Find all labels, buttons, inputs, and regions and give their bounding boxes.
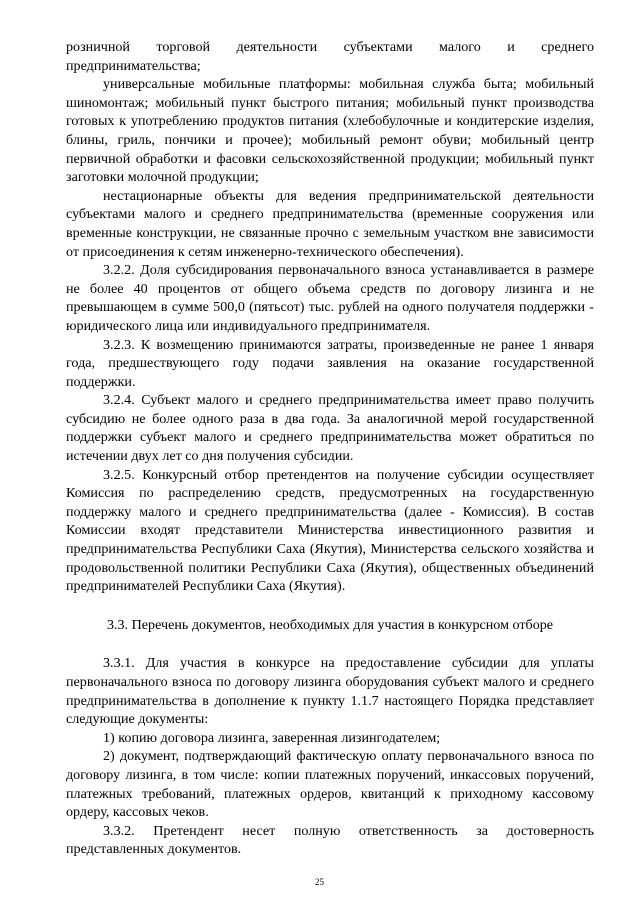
paragraph: розничной торговой деятельности субъектами малого и среднего предпринимательства; [66,39,594,74]
section-heading: 3.3. Перечень документов, необходимых для участия в конкурсном отборе [106,616,554,633]
paragraph-3-3-1: 3.3.1. Для участия в конкурсе на предоставление субсидии для уплаты первоначального взноса по договору лизинга оборудования субъект малого и среднего предпринимательства в дополнение к пункту 1.1.7 настоящего Порядка представляет следующие документы: [66,655,594,728]
paragraphs-after [66,654,594,859]
paragraph: универсальные мобильные платформы: мобильная служба быта; мобильный шиномонтаж; мобильный пункт быстрого питания; мобильный пункт производства готовых к употреблению продуктов питания (хлебобулочные и кондитерские изделия, блины, гриль, пончики и прочее); мобильный ремонт обуви; мобильный центр первичной обработки и фасовки сельскохозяйственной продукции; мобильный пункт заготовки молочной продукции; [66,76,594,186]
paragraph-3-2-4: 3.2.4. Субъект малого и среднего предпринимательства имеет право получить субсидию не более одного раза в два года. За аналогичной мерой государственной поддержки субъект малого и среднего предпринимательства может обратиться по истечении двух лет со дня получения субсидии. [66,392,594,465]
document-page [66,38,594,859]
page-number: 25 [315,877,324,887]
list-item: 1) копию договора лизинга, заверенная лизингодателем; [103,729,441,746]
paragraph-3-2-2: 3.2.2. Доля субсидирования первоначального взноса устанавливается в размере не более 40 процентов от общего объема средств по договору лизинга и не превышающем в сумме 500,0 (пятьсот) тыс. рублей на одного получателя поддержки - юридического лица или индивидуального предпринимателя. [66,262,594,334]
paragraph: нестационарные объекты для ведения предпринимательской деятельности субъектами малого и среднего предпринимательства (временные сооружения или временные конструкции, не связанные прочно с земельным участком вне зависимости от присоединения к сетям инженерно-технического обеспечения). [66,187,594,260]
list-item: 2) документ, подтверждающий фактическую оплату первоначального взноса по договору лизинга, в том числе: копии платежных поручений, инкассовых поручений, платежных требований, платежных ордеров, квитанций к приходному кассовому ордеру, кассовых чеков. [66,748,594,821]
paragraph-3-2-5: 3.2.5. Конкурсный отбор претендентов на получение субсидии осуществляет Комиссия по распределению средств, предусмотренных на государственную поддержку малого и среднего предпринимательства (далее - Комиссия). В состав Комиссии входят представители Министерства инвестиционного развития и предпринимательства Республики Саха (Якутия), Министерства сельского хозяйства и продовольственной политики Республики Саха (Якутия), общественных объединений предпринимателей Республики Саха (Якутия). [66,466,594,595]
paragraph-3-3-2: 3.3.2. Претендент несет полную ответственность за достоверность представленных документов. [66,822,594,858]
paragraphs-before [66,38,594,596]
paragraph-3-2-3: 3.2.3. К возмещению принимаются затраты, произведенные не ранее 1 января года, предшествующего году подачи заявления на оказание государственной поддержки. [66,336,594,390]
